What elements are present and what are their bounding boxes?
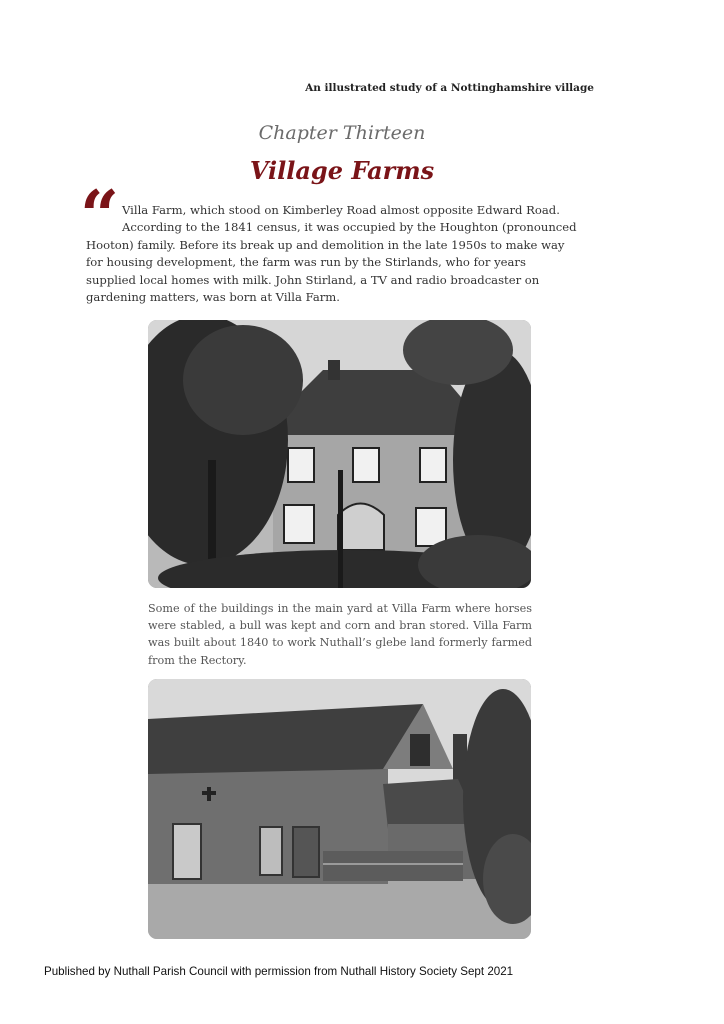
intro-line: gardening matters, was born at Villa Farm. <box>86 290 340 305</box>
photo-caption: Some of the buildings in the main yard at Villa Farm where horses were stabled, a bull was kept and corn and bran stored. Villa Farm was built about 1840 to work Nuthall’s glebe land formerly farmed from the Rectory. <box>148 602 532 667</box>
chapter-label: Chapter Thirteen <box>258 122 426 144</box>
chapter-title: Village Farms <box>249 156 435 185</box>
publisher-footer: Published by Nuthall Parish Council with permission from Nuthall History Society Sept 2021 <box>44 965 514 978</box>
running-header: An illustrated study of a Nottinghamshire village <box>305 82 594 94</box>
farm-yard-photo <box>148 679 531 939</box>
intro-line: Hooton) family. Before its break up and demolition in the late 1950s to make way <box>86 237 565 252</box>
intro-line: According to the 1841 census, it was occupied by the Houghton (pronounced <box>122 220 577 235</box>
villa-farm-house-photo <box>148 320 531 588</box>
intro-line: for housing development, the farm was run by the Stirlands, who for years <box>86 255 526 270</box>
intro-line: Villa Farm, which stood on Kimberley Road almost opposite Edward Road. <box>122 203 560 217</box>
intro-line: supplied local homes with milk. John Stirland, a TV and radio broadcaster on <box>86 272 540 287</box>
intro-paragraph <box>86 202 591 306</box>
quote-mark-icon: “ <box>80 176 120 256</box>
